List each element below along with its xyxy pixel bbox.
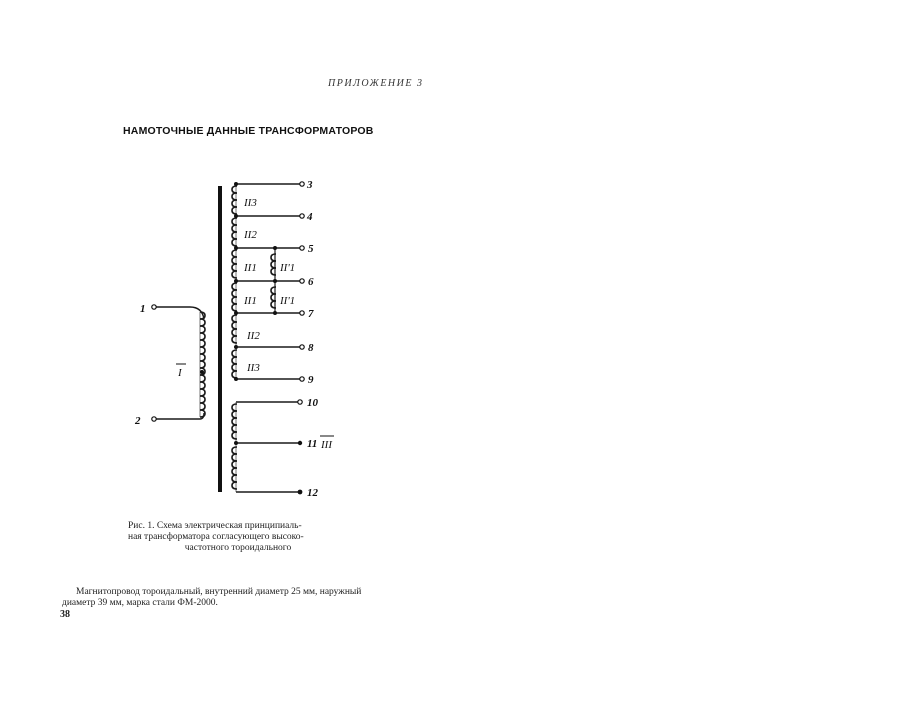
figure-caption (128, 521, 340, 554)
page-title: НАМОТОЧНЫЕ ДАННЫЕ ТРАНСФОРМАТОРОВ (123, 125, 374, 137)
page-number: 38 (60, 609, 70, 620)
caption-line: Рис. 1. Схема электрическая принципиаль- (128, 521, 302, 531)
terminal-6-label: 6 (308, 276, 314, 288)
terminal-8-label: 8 (308, 342, 314, 354)
primary-winding (154, 307, 205, 419)
tertiary-coil-stack (232, 402, 300, 492)
terminal-1-label: 1 (140, 303, 146, 315)
terminal-10-label: 10 (307, 397, 318, 409)
terminal-5-label: 5 (308, 243, 314, 255)
winding-label: II'1 (280, 295, 296, 307)
winding-label: II2 (247, 330, 260, 342)
caption-line: ная трансформатора согласующего высоко- (128, 532, 304, 542)
terminal-4-label: 4 (307, 211, 313, 223)
note-line: диаметр 39 мм, марка стали ФМ-2000. (62, 598, 218, 608)
caption-line: частотного тороидального (184, 543, 292, 553)
secondary-terminal-nodes (300, 182, 304, 381)
winding-label: II2 (244, 229, 257, 241)
secondary-taps (236, 184, 302, 379)
winding-label: II1 (244, 295, 257, 307)
terminal-3-label: 3 (307, 179, 313, 191)
terminal-12-label: 12 (307, 487, 318, 499)
winding-label: II3 (244, 197, 257, 209)
terminal-1-node (152, 305, 156, 309)
appendix-label: ПРИЛОЖЕНИЕ 3 (328, 78, 424, 89)
winding-label: II'1 (280, 262, 296, 274)
tertiary-winding-label: III (321, 439, 332, 451)
terminal-11-label: 11 (307, 438, 318, 450)
winding-label: II1 (244, 262, 257, 274)
winding-label: II3 (247, 362, 260, 374)
core-note (62, 587, 410, 609)
primary-winding-label: I (178, 367, 182, 379)
tertiary-nodes (234, 400, 302, 495)
terminal-7-label: 7 (308, 308, 314, 320)
terminal-2-label: 2 (135, 415, 141, 427)
terminal-9-label: 9 (308, 374, 314, 386)
note-line: Магнитопровод тороидальный, внутренний диаметр 25 мм, наружный (76, 587, 362, 597)
terminal-2-node (152, 417, 156, 421)
primary-tap-dot (200, 370, 204, 374)
